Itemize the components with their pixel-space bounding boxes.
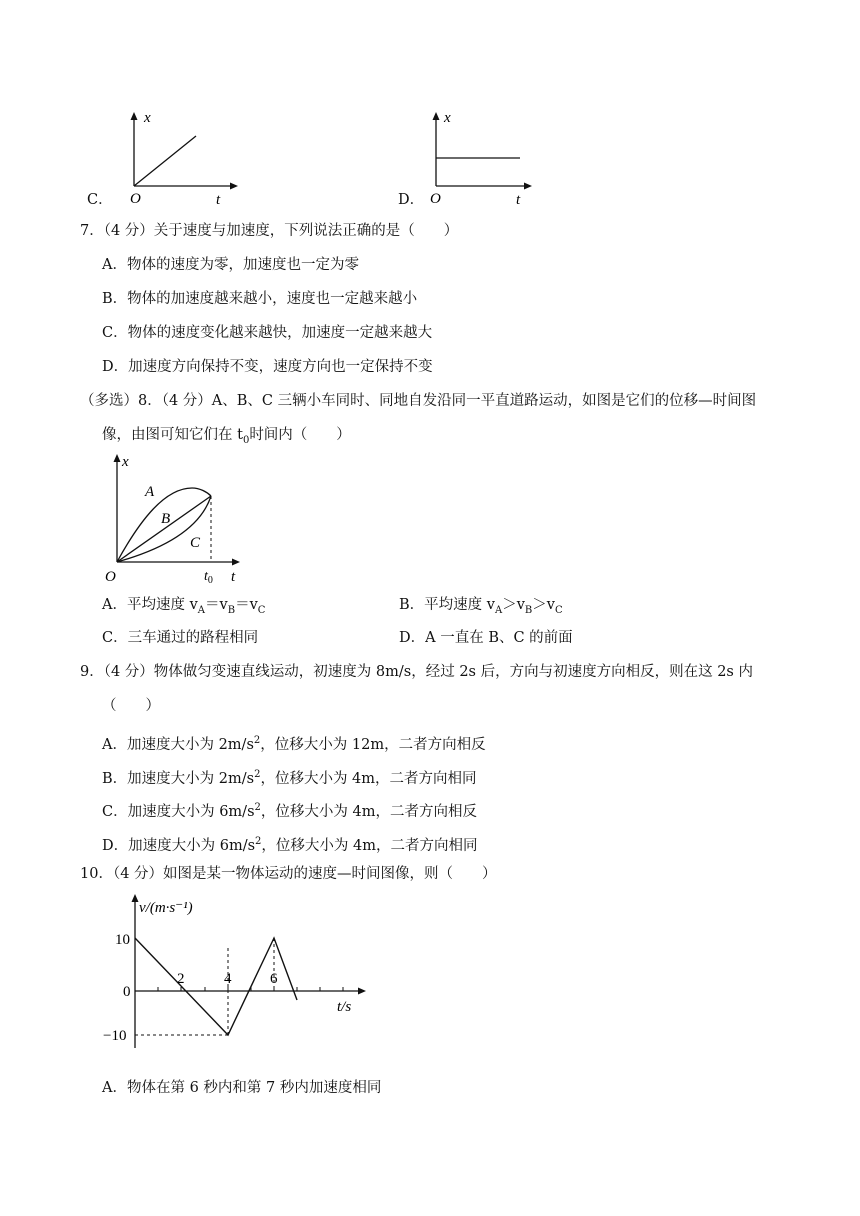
tick-y-10: 10 <box>115 932 130 948</box>
q8-option-c: C．三车通过的路程相同 <box>102 630 259 646</box>
xt-graph-c <box>110 108 250 208</box>
axis-label-t: t <box>516 192 521 208</box>
origin-label: O <box>130 191 141 207</box>
line-uniform-motion <box>134 136 196 186</box>
y-axis-label: v/(m·s⁻¹) <box>139 900 193 916</box>
q7-stem: 7．（4 分）关于速度与加速度，下列说法正确的是（ ） <box>80 223 459 239</box>
q7-option-b: B．物体的加速度越来越小，速度也一定越来越小 <box>102 291 418 307</box>
axis-label-x: x <box>122 454 129 470</box>
q9-option-a: A．加速度大小为 $2m/s^2$，位移大小为 12m，二者方向相反 <box>102 735 486 753</box>
curve-a-label: A <box>145 484 155 500</box>
origin-label: O <box>430 191 441 207</box>
axis-label-t: t <box>231 569 236 585</box>
xt-graph-d <box>412 108 552 208</box>
q7-option-d: D．加速度方向保持不变，速度方向也一定保持不变 <box>102 359 433 375</box>
q9-stem-line-2: （ ） <box>102 698 160 714</box>
q10-option-a: A．物体在第 6 秒内和第 7 秒内加速度相同 <box>102 1080 382 1096</box>
q7-option-a: A．物体的速度为零，加速度也一定为零 <box>102 257 359 273</box>
tick-x-4: 4 <box>224 971 232 987</box>
q8-option-a: A．平均速度 $v_A=v_B=v_C$ <box>102 597 266 616</box>
curve-c-label: C <box>190 535 201 551</box>
t0-label: $t_0$ <box>204 569 213 586</box>
axis-label-x: x <box>444 110 451 126</box>
axis-label-t: t <box>216 192 221 208</box>
q9-option-c: C．加速度大小为 $6m/s^2$，位移大小为 4m，二者方向相反 <box>102 802 477 820</box>
tick-y-neg10: −10 <box>103 1028 127 1044</box>
q9-option-d: D．加速度大小为 $6m/s^2$，位移大小为 4m，二者方向相同 <box>102 836 478 854</box>
q10-vt-graph <box>100 890 380 1070</box>
q8-stem-line-1: （多选）8．（4 分）A、B、C 三辆小车同时、同地自发沿同一平直道路运动，如图是它们的位移—时间图 <box>80 393 757 409</box>
tick-y-0: 0 <box>123 984 131 1000</box>
q10-stem: 10．（4 分）如图是某一物体运动的速度—时间图像，则（ ） <box>80 866 497 882</box>
q8-stem-line-2: 像，由图可知它们在 $t_0$时间内（ ） <box>102 427 351 446</box>
option-d-label: D． <box>398 192 425 208</box>
origin-label: O <box>105 569 116 585</box>
axis-label-x: x <box>144 110 151 126</box>
tick-x-6: 6 <box>270 971 278 987</box>
x-axis-label: t/s <box>337 999 352 1015</box>
q7-option-c: C．物体的速度变化越来越快，加速度一定越来越大 <box>102 325 433 341</box>
curve-b-label: B <box>161 511 171 527</box>
q8-option-d: D．A 一直在 B、C 的前面 <box>399 630 573 646</box>
q9-option-b: B．加速度大小为 $2m/s^2$，位移大小为 4m，二者方向相同 <box>102 769 477 787</box>
tick-x-2: 2 <box>177 971 185 987</box>
q8-xt-graph <box>100 450 250 590</box>
line-b <box>117 496 211 562</box>
q8-option-b: B．平均速度 $v_A>v_B>v_C$ <box>399 597 563 616</box>
option-c-label: C． <box>87 192 113 208</box>
q9-stem-line-1: 9．（4 分）物体做匀变速直线运动，初速度为 8m/s，经过 2s 后，方向与初速度方向相反，则在这 2s 内 <box>80 664 753 680</box>
